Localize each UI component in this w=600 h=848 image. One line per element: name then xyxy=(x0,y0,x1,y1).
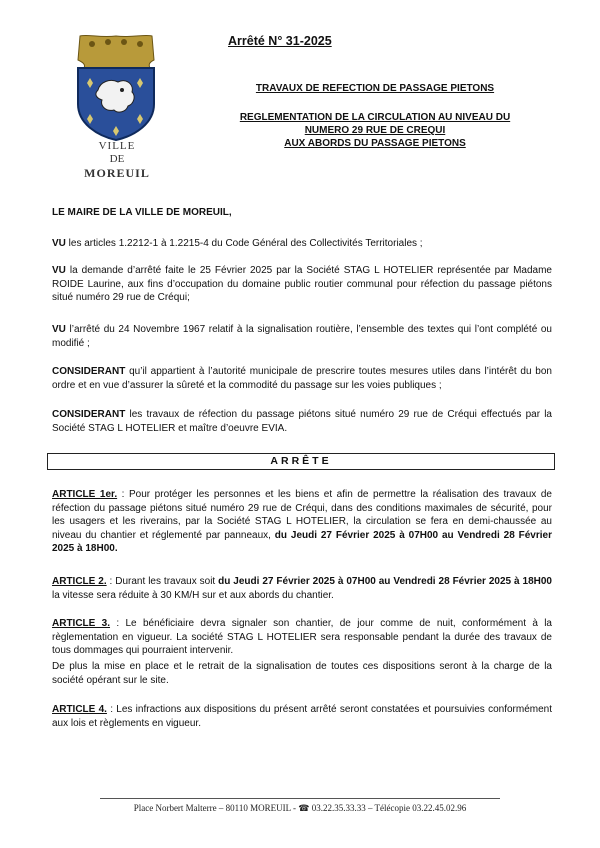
considerant-paragraph xyxy=(52,365,552,392)
considerant-paragraph xyxy=(52,408,552,435)
article-text: : Durant les travaux soit xyxy=(106,576,219,587)
arrete-number: Arrêté N° 31-2025 xyxy=(228,34,332,48)
footer-address-text: Place Norbert Malterre – 80110 MOREUIL - xyxy=(133,803,299,813)
footer-phone-text: 03.22.35.33.33 – Télécopie 03.22.45.02.96 xyxy=(309,803,467,813)
vu-text: les articles 1.2212-1 à 1.2215-4 du Code Général des Collectivités Territoriales ; xyxy=(65,238,423,249)
article-text: : Pour protéger les personnes et les biens et afin de permettre la réalisation des travaux de réfection du passage piétons situé numéro 29 rue de Créqui, dans des conditions maximales de sécurité, pour les usagers et les riverains, par la Société STAG L HOTELIER, la circulation se fera en demi-chaussée au niveau du chantier et réglementé par panneaux, xyxy=(52,489,552,541)
maire-heading: LE MAIRE DE LA VILLE DE MOREUIL, xyxy=(52,207,232,218)
vu-lead: VU xyxy=(52,238,66,249)
arrete-heading: ARRÊTE xyxy=(47,453,555,470)
vu-text: la demande d’arrêté faite le 25 Février 2025 par la Société STAG L HOTELIER représentée par Madame ROIDE Laurine, aux fins d’occupation du domaine public routier communal pour réfection du passage piétons situé numéro 29 rue de Créqui; xyxy=(52,265,552,303)
subject-line: AUX ABORDS DU PASSAGE PIETONS xyxy=(284,138,466,149)
article-label: ARTICLE 1er. xyxy=(52,489,118,500)
considerant-lead: CONSIDERANT xyxy=(52,366,126,377)
coat-of-arms-icon xyxy=(70,34,162,142)
article-text: la vitesse sera réduite à 30 KM/H sur et aux abords du chantier. xyxy=(52,589,334,601)
article-dates: du Jeudi 27 Février 2025 à 07H00 au Vendredi 28 Février 2025 à 18H00 xyxy=(218,576,552,587)
moreuil-line: MOREUIL xyxy=(84,166,150,180)
subject-regulation xyxy=(205,111,545,150)
footer-address xyxy=(100,803,500,814)
article-4 xyxy=(52,703,552,730)
article-3 xyxy=(52,617,552,658)
considerant-text: les travaux de réfection du passage piétons situé numéro 29 rue de Créqui effectués par la Société STAG L HOTELIER et maître d’oeuvre EVIA. xyxy=(52,409,552,434)
article-3-continued: De plus la mise en place et le retrait de la signalisation de toutes ces dispositions seront à la charge de la société opérant sur le site. xyxy=(52,661,552,686)
article-text: : Les infractions aux dispositions du présent arrêté seront constatées et poursuivies conformément aux lois et règlements en vigueur. xyxy=(52,704,552,729)
vu-paragraph xyxy=(52,264,552,305)
telephone-icon: ☎ xyxy=(298,803,310,813)
footer-divider xyxy=(100,798,500,799)
considerant-text: qu’il appartient à l’autorité municipale de prescrire toutes mesures utiles dans l’intérêt du bon ordre et en vue d’assurer la sûreté et la commodité du passage sur les voies publiques ; xyxy=(52,366,552,391)
ville-line: VILLE xyxy=(98,140,136,152)
vu-lead: VU xyxy=(52,265,66,276)
vu-lead: VU xyxy=(52,324,66,335)
vu-paragraph xyxy=(52,237,552,251)
article-dates: du Jeudi 27 Février 2025 à 07H00 au Vendredi 28 Février 2025 à 18H00. xyxy=(52,529,552,554)
subject-line: REGLEMENTATION DE LA CIRCULATION AU NIVEAU DU xyxy=(239,112,511,123)
article-1 xyxy=(52,488,552,556)
vu-text: l’arrêté du 24 Novembre 1967 relatif à la signalisation routière, l’ensemble des textes qui l’ont complété ou modifié ; xyxy=(52,324,552,349)
article-label: ARTICLE 4. xyxy=(52,704,107,715)
article-2 xyxy=(52,575,552,602)
considerant-lead: CONSIDERANT xyxy=(52,409,126,420)
article-label: ARTICLE 3. xyxy=(52,618,111,629)
article-text: : Le bénéficiaire devra signaler son chantier, de jour comme de nuit, conformément à la règlementation en vigueur. La société STAG L HOTELIER sera responsable pendant la durée des travaux de tous dommages qui pourraient intervenir. xyxy=(52,618,552,656)
vu-paragraph xyxy=(52,323,552,350)
town-name xyxy=(76,140,158,181)
subject-title: TRAVAUX DE REFECTION DE PASSAGE PIETONS xyxy=(255,83,495,94)
subject-line: NUMERO 29 RUE DE CREQUI xyxy=(304,125,446,136)
article-label: ARTICLE 2. xyxy=(52,576,107,587)
de-line: DE xyxy=(109,153,125,165)
